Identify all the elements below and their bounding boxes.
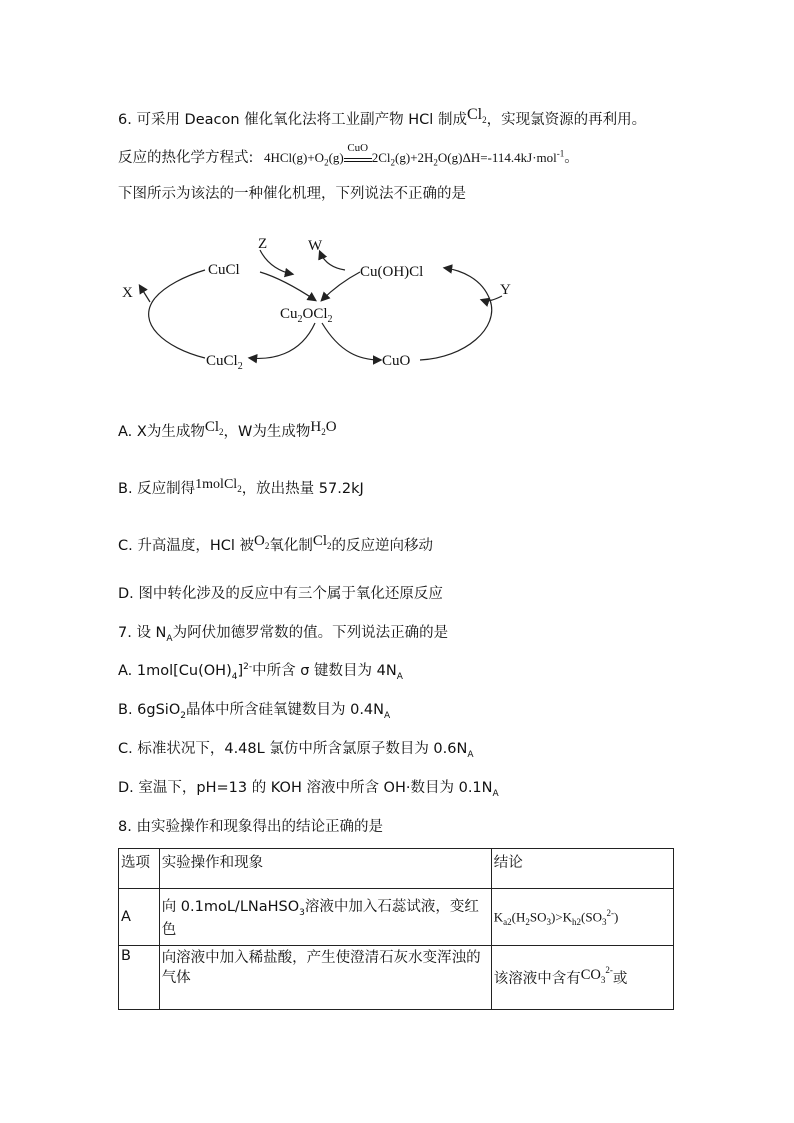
arrow-cu2ocl2-to-cucl2 (250, 323, 315, 358)
q7-option-a: A. $1mol[Cu(OH)_4]^{2-}$中所含 σ 键数目为 $4N_A$ (118, 662, 403, 682)
q6-stem-text-end: ，实现氯资源的再利用。 (486, 112, 647, 128)
q6-option-c: C. 升高温度，HCl 被$O_2$氧化制$Cl_2$的反应逆向移动 (118, 533, 434, 554)
arrow-z-in (260, 250, 292, 274)
label-w: W (308, 238, 323, 254)
q7-option-b: B. 6gSiO$_2$晶体中所含硅氧键数目为 $0.4N_A$ (118, 702, 391, 721)
catalysis-mechanism-diagram (110, 228, 540, 378)
arrow-cu2ocl2-to-cuo (322, 323, 380, 360)
q6-stem-text: 6. 可采用 Deacon 催化氧化法将工业副产物 HCl 制成 (118, 112, 467, 128)
label-cucl2: CuCl$_2$ (206, 353, 243, 372)
arrow-cucl2-to-cucl-upper (155, 270, 205, 298)
arrow-cuohcl-to-cu2ocl2 (322, 272, 360, 300)
arrow-w-out (320, 252, 345, 270)
arrow-cuo-to-cuohcl (420, 268, 492, 360)
arrow-cucl2-to-cucl-lower (149, 298, 205, 358)
label-x: X (122, 285, 133, 301)
arrow-to-x (140, 286, 150, 302)
row-option: B (119, 946, 160, 1010)
label-cucl: CuCl (208, 262, 240, 278)
q8-stem: 8. 由实验操作和现象得出的结论正确的是 (118, 819, 383, 835)
q6-option-b: B. 反应制得1molCl$_2$，放出热量 57.2kJ (118, 477, 364, 497)
equation-label: 反应的热化学方程式: (118, 150, 254, 166)
q6-stem-line-1 (118, 108, 646, 130)
header-operation: 实验操作和现象 (159, 849, 491, 889)
q8-table (118, 848, 674, 1010)
header-conclusion: 结论 (491, 849, 673, 889)
h2o-formula: $H_2O$ (310, 419, 337, 437)
table-header-row (119, 849, 674, 889)
table-row (119, 889, 674, 946)
table-row (119, 946, 674, 1010)
q7-option-d: D. 室温下，pH=13 的 KOH 溶液中所含 OH·数目为 $0.1N_A$ (118, 780, 499, 799)
row-conclusion: $K_{a2}(H_2SO_3)>K_{h2}(SO_3^{2-})$ (491, 889, 673, 946)
row-operation: 向溶液中加入稀盐酸，产生使澄清石灰水变浑浊的气体 (159, 946, 491, 1010)
q6-stem-line-2 (118, 142, 579, 168)
row-operation: 向 0.1moL/LNaHSO$_3$溶液中加入石蕊试液，变红色 (159, 889, 491, 946)
label-cu2ocl2: $Cu_2OCl_2$ (280, 306, 333, 325)
catalyst-label: CuO (347, 142, 369, 154)
label-cuohcl: Cu(OH)Cl (360, 264, 424, 280)
arrow-cucl-to-cu2ocl2 (260, 272, 315, 300)
cl2-formula: $Cl_2$ (204, 419, 224, 437)
q7-stem: 7. 设 $N_A$为阿伏加德罗常数的值。下列说法正确的是 (118, 625, 449, 644)
1mol-cl2: 1molCl$_2$ (195, 477, 242, 494)
cl2-formula: $Cl_2$ (312, 533, 332, 551)
q6-option-a: A. X为生成物$Cl_2$，W为生成物$H_2O$ (118, 419, 337, 440)
cl2-formula: $Cl_2$ (466, 106, 487, 126)
equation-end: 。 (564, 150, 579, 166)
arrow-y-in (482, 296, 502, 301)
o2-formula: $O_2$ (254, 533, 270, 551)
label-z: Z (258, 236, 268, 252)
label-cuo: CuO (382, 353, 411, 369)
q6-stem-line-3: 下图所示为该法的一种催化机理，下列说法不正确的是 (118, 186, 466, 202)
label-y: Y (500, 282, 511, 298)
header-option: 选项 (119, 849, 160, 889)
row-conclusion: 该溶液中含有$CO_3^{2-}$或 (491, 946, 673, 1010)
catalyst-arrow (344, 142, 372, 162)
q6-option-d: D. 图中转化涉及的反应中有三个属于氧化还原反应 (118, 586, 443, 602)
row-option: A (119, 889, 160, 946)
q7-option-c: C. 标准状况下，4.48L 氯仿中所含氯原子数目为 $0.6N_A$ (118, 741, 474, 760)
thermochemical-equation: $4HCl(g)+O_2(g)$ CuO $2Cl_2(g)+2H_2O(g)\Delta H=-114.4kJ\cdot mol^{-1}$ (264, 142, 565, 168)
